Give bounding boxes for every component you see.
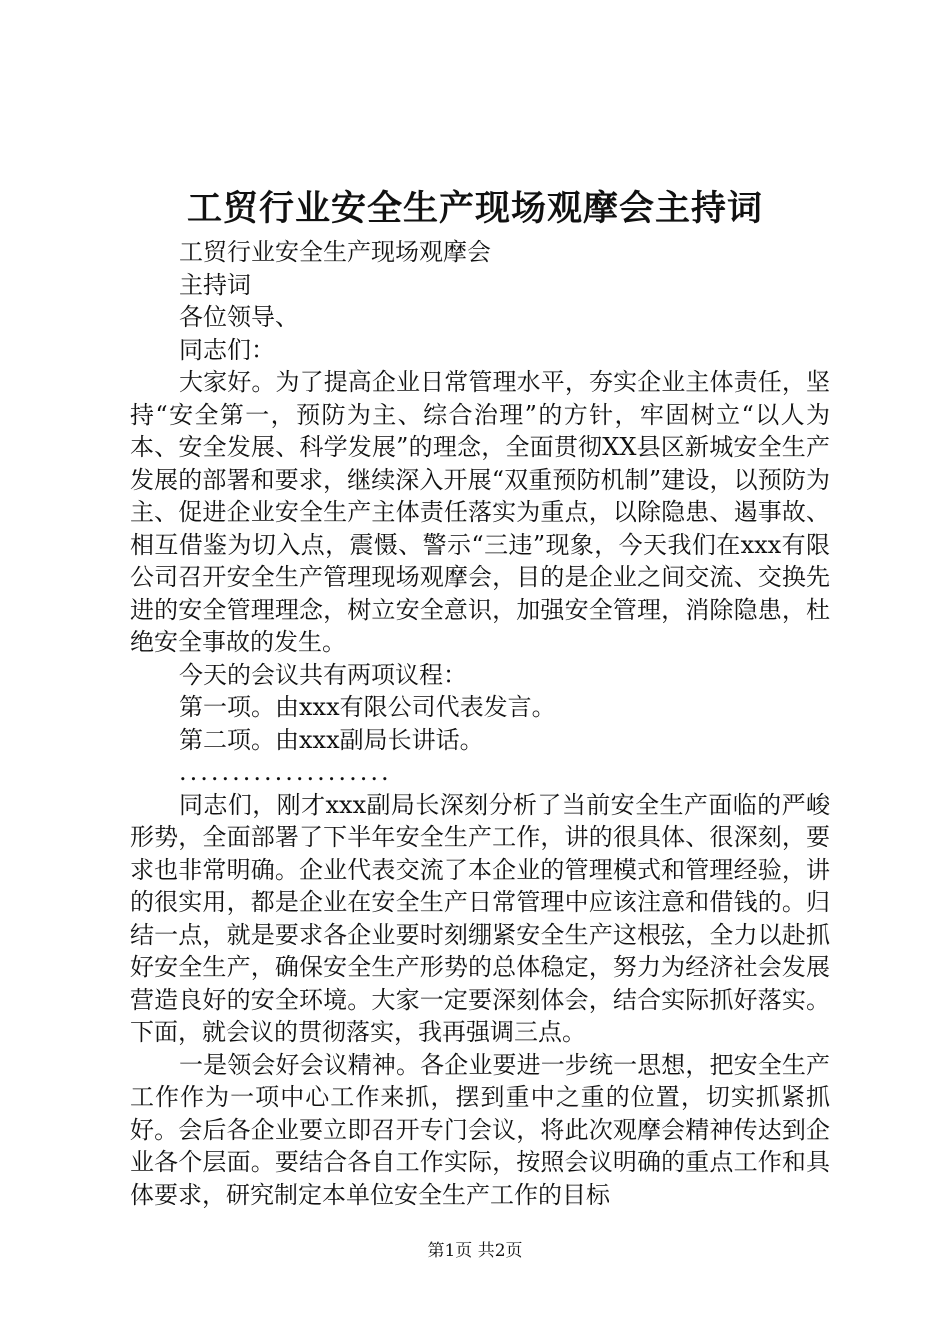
paragraph-agenda-intro: 今天的会议共有两项议程：	[179, 660, 467, 689]
paragraph-agenda-item-1: 第一项。由xxx有限公司代表发言。	[179, 693, 556, 721]
paragraph-summary: 同志们，刚才xxx副局长深刻分析了当前安全生产面临的严峻形势，全面部署了下半年安全生产工作，讲的很具体、很深刻，要求也非常明确。企业代表交流了本企业的管理模式和管理经验，讲的很实用，都是企业在安全生产日常管理中应该注意和借钱的。归结一点，就是要求各企业要时刻绷紧安全生产这根弦，全力以赴抓好安全生产，确保安全生产形势的总体稳定，努力为经济社会发展营造良好的安全环境。大家一定要深刻体会，结合实际抓好落实。下面，就会议的贯彻落实，我再强调三点。	[130, 790, 830, 1046]
paragraph-heading-line-2: 主持词	[179, 270, 251, 299]
document-body	[130, 236, 830, 1211]
paragraph-opening: 大家好。为了提高企业日常管理水平，夯实企业主体责任，坚持“安全第一，预防为主、综合治理”的方针，牢固树立“以人为本、安全发展、科学发展”的理念，全面贯彻XX县区新城安全生产发展的部署和要求，继续深入开展“双重预防机制”建设，以预防为主、促进企业安全生产主体责任落实为重点，以除隐患、遏事故、相互借鉴为切入点，震慑、警示“三违”现象，今天我们在xxx有限公司召开安全生产管理现场观摩会，目的是企业之间交流、交换先进的安全管理理念，树立安全意识，加强安全管理，消除隐患，杜绝安全事故的发生。	[130, 368, 830, 656]
paragraph-salutation-2: 同志们：	[179, 335, 275, 364]
page-title: 工贸行业安全生产现场观摩会主持词	[186, 188, 763, 229]
paragraph-salutation-1: 各位领导、	[179, 303, 299, 331]
paragraph-ellipsis: ....................	[179, 758, 392, 786]
paragraph-point-1: 一是领会好会议精神。各企业要进一步统一思想，把安全生产工作作为一项中心工作来抓，摆到重中之重的位置，切实抓紧抓好。会后各企业要立即召开专门会议，将此次观摩会精神传达到企业各个层面。要结合各自工作实际，按照会议明确的重点工作和具体要求，研究制定本单位安全生产工作的目标	[130, 1050, 830, 1209]
paragraph-agenda-item-2: 第二项。由xxx副局长讲话。	[179, 725, 484, 754]
page-footer: 第1页 共2页	[427, 1241, 523, 1261]
paragraph-heading-line-1: 工贸行业安全生产现场观摩会	[179, 238, 491, 266]
